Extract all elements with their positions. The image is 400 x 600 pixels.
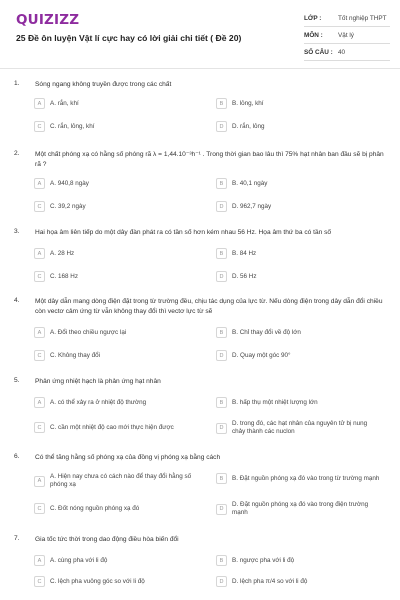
question-number: 4. [14, 297, 20, 304]
option-text: C. Không thay đổi [50, 351, 101, 359]
question-number: 2. [14, 150, 20, 157]
option-text: B. Đặt nguồn phóng xạ đó vào trong từ trường mạnh [232, 474, 380, 482]
worksheet-header [0, 0, 400, 68]
question-number: 7. [14, 535, 20, 542]
option-letter-box: B [216, 98, 227, 109]
meta-label: SỐ CÂU : [304, 49, 333, 56]
option-letter-box: D [216, 350, 227, 361]
question-number: 6. [14, 453, 20, 460]
option-text: C. 168 Hz [50, 272, 78, 280]
option-text: A. Hiện nay chưa có cách nào để thay đổi hằng số phóng xạ [50, 473, 192, 488]
option-letter-box: B [216, 555, 227, 566]
option-text: C. lệch pha vuông góc so với li độ [50, 577, 145, 585]
worksheet-title: 25 Đề ôn luyện Vật lí cực hay có lời giải chi tiết ( Đề 20) [16, 33, 242, 43]
option-text: A. rắn, khí [50, 99, 79, 107]
option-a[interactable] [34, 178, 200, 189]
question-text: Gia tốc tức thời trong dao động điều hòa biến đổi [35, 536, 179, 543]
meta-underline [304, 60, 390, 61]
option-text: B. Chỉ thay đổi về độ lớn [232, 328, 301, 336]
option-d[interactable] [216, 576, 382, 587]
option-text: D. Quay một góc 90° [232, 351, 291, 359]
option-text: B. hấp thụ một nhiệt lượng lớn [232, 398, 318, 406]
option-c[interactable] [34, 350, 200, 361]
option-d[interactable] [216, 420, 382, 436]
option-letter-box: A [34, 178, 45, 189]
option-text: B. lỏng, khí [232, 99, 264, 107]
option-text: D. 962,7 ngày [232, 202, 272, 210]
option-c[interactable] [34, 576, 200, 587]
option-text: A. 28 Hz [50, 249, 75, 257]
option-text: D. rắn, lỏng [232, 122, 265, 130]
option-text: D. 56 Hz [232, 272, 257, 280]
option-a[interactable] [34, 473, 200, 489]
meta-value: Tốt nghiệp THPT [338, 15, 387, 22]
option-a[interactable] [34, 98, 200, 109]
meta-label: MÔN : [304, 32, 323, 39]
option-text: C. rắn, lỏng, khí [50, 122, 95, 130]
option-b[interactable] [216, 473, 382, 484]
option-d[interactable] [216, 271, 382, 282]
option-letter-box: A [34, 248, 45, 259]
option-a[interactable] [34, 248, 200, 259]
meta-subject [304, 28, 390, 44]
option-letter-box: A [34, 397, 45, 408]
option-c[interactable] [34, 422, 200, 433]
option-letter-box: B [216, 248, 227, 259]
option-c[interactable] [34, 271, 200, 282]
option-text: B. ngược pha với li độ [232, 556, 295, 564]
option-c[interactable] [34, 503, 200, 514]
option-text: D. Đặt nguồn phóng xạ đó vào trong điện trường mạnh [232, 501, 369, 516]
option-text: D. lệch pha π/4 so với li độ [232, 577, 308, 585]
option-letter-box: C [34, 576, 45, 587]
option-d[interactable] [216, 501, 382, 517]
meta-question-count [304, 45, 390, 61]
quizizz-logo: QUIZIZZ [16, 12, 80, 28]
option-letter-box: C [34, 350, 45, 361]
option-letter-box: A [34, 98, 45, 109]
option-text: D. trong đó, các hạt nhân của nguyên tử bị nung chảy thành các nuclon [232, 420, 368, 435]
option-letter-box: D [216, 576, 227, 587]
question-number: 1. [14, 80, 20, 87]
meta-value: Vật lý [338, 32, 354, 39]
option-letter-box: C [34, 201, 45, 212]
question-text: Sóng ngang không truyền được trong các chất [35, 81, 172, 88]
option-text: A. cùng pha với li độ [50, 556, 108, 564]
question-number: 3. [14, 228, 20, 235]
meta-value: 40 [338, 49, 346, 56]
option-text: A. 940,8 ngày [50, 179, 89, 187]
option-letter-box: C [34, 422, 45, 433]
option-letter-box: A [34, 476, 45, 487]
question-text: Một chất phóng xạ có hằng số phóng rã λ = 1,44.10⁻³h⁻¹ . Trong thời gian bao lâu thì 75% hạt nhân ban đầu sẽ bị phân rã ? [35, 151, 384, 168]
option-b[interactable] [216, 248, 382, 259]
option-letter-box: C [34, 503, 45, 514]
option-text: C. 39,2 ngày [50, 202, 86, 210]
option-text: C. Đốt nóng nguồn phóng xạ đó [50, 504, 140, 512]
meta-label: LỚP : [304, 15, 322, 22]
question-number: 5. [14, 377, 20, 384]
option-text: B. 84 Hz [232, 249, 257, 257]
option-a[interactable] [34, 397, 200, 408]
option-letter-box: C [34, 271, 45, 282]
option-d[interactable] [216, 201, 382, 212]
option-b[interactable] [216, 327, 382, 338]
option-b[interactable] [216, 555, 382, 566]
option-letter-box: D [216, 121, 227, 132]
option-letter-box: D [216, 201, 227, 212]
option-letter-box: A [34, 555, 45, 566]
option-letter-box: D [216, 504, 227, 515]
question-text: Hai họa âm liên tiếp do một dây đàn phát ra có tần số hơn kém nhau 56 Hz. Họa âm thứ ba có tần số [35, 229, 332, 236]
question-text: Phản ứng nhiệt hạch là phản ứng hạt nhân [35, 378, 161, 385]
option-b[interactable] [216, 178, 382, 189]
option-b[interactable] [216, 98, 382, 109]
option-letter-box: B [216, 473, 227, 484]
option-letter-box: D [216, 271, 227, 282]
option-a[interactable] [34, 327, 200, 338]
option-text: A. Đổi theo chiều ngược lại [50, 328, 127, 336]
option-d[interactable] [216, 121, 382, 132]
option-letter-box: B [216, 397, 227, 408]
meta-underline [304, 43, 390, 44]
option-letter-box: D [216, 423, 227, 434]
option-letter-box: C [34, 121, 45, 132]
header-divider [0, 68, 400, 69]
option-letter-box: B [216, 327, 227, 338]
option-c[interactable] [34, 121, 200, 132]
meta-class [304, 11, 390, 27]
option-letter-box: B [216, 178, 227, 189]
option-text: C. cần một nhiệt độ cao mới thực hiện được [50, 423, 174, 431]
option-b[interactable] [216, 397, 382, 408]
option-d[interactable] [216, 350, 382, 361]
question-text: Có thể tăng hằng số phóng xạ của đồng vị phóng xạ bằng cách [35, 454, 221, 461]
question-text: Một dây dẫn mang dòng điện đặt trong từ trường đều, chịu tác dụng của lực từ. Nếu dòng điện trong dây dẫn đổi chiều còn vectơ cảm ứng từ vẫn không thay đổi thì vectơ lực từ sẽ [35, 298, 383, 315]
option-c[interactable] [34, 201, 200, 212]
option-text: A. có thể xảy ra ở nhiệt độ thường [50, 398, 147, 406]
option-text: B. 40,1 ngày [232, 179, 268, 187]
meta-underline [304, 26, 390, 27]
option-a[interactable] [34, 555, 200, 566]
option-letter-box: A [34, 327, 45, 338]
